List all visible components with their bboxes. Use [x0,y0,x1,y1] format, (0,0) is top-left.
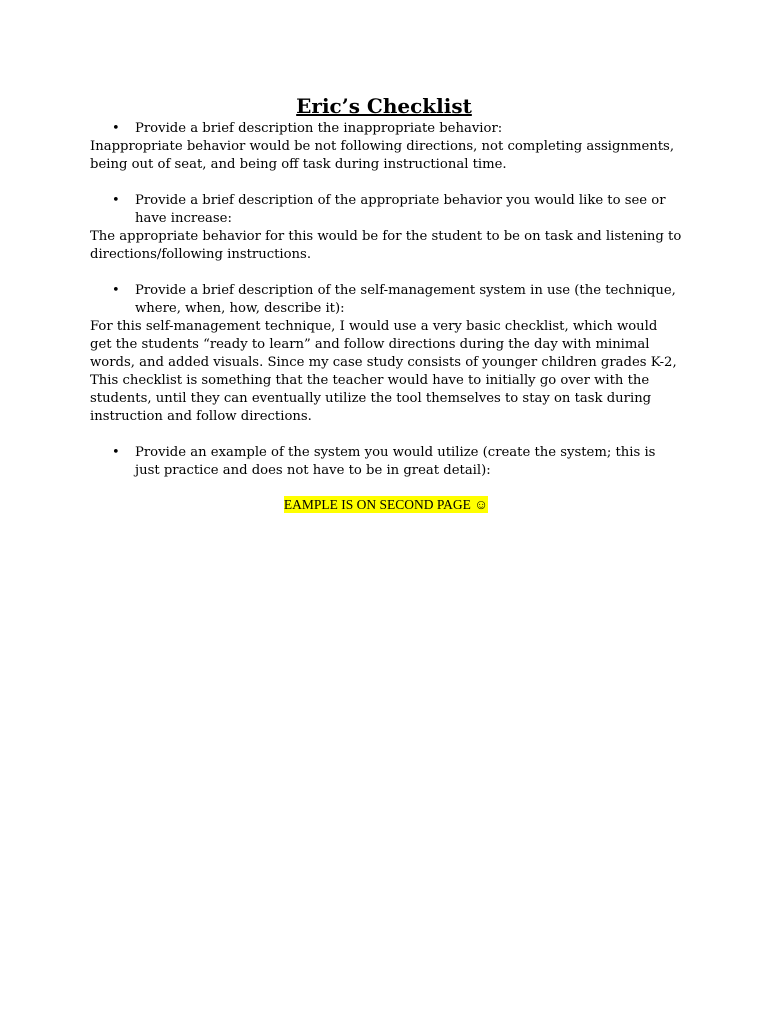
example-note-highlight: EAMPLE IS ON SECOND PAGE ☺ [283,497,489,512]
bullet-icon: • [112,193,120,208]
example-note-line [90,496,682,515]
bullet-prompt: Provide an example of the system you would utilize (create the system; this is just practice and does not have to be in great detail): [135,445,656,478]
bullet-item-system-example [90,444,682,480]
answer-paragraph: For this self-management technique, I would use a very basic checklist, which would get the students “ready to learn” and follow directions during the day with minimal words, and added visuals. Since my case study consists of younger children grades K-2, This checklist is something that the teacher would have to initially go over with the students, until they can eventually utilize the tool themselves to stay on task during instruction and follow directions. [90,319,677,424]
bullet-item-inappropriate-behavior [90,120,682,138]
bullet-prompt: Provide a brief description of the appropriate behavior you would like to see or have increase: [135,193,666,226]
bullet-prompt: Provide a brief description the inappropriate behavior: [135,121,503,136]
answer-paragraph: Inappropriate behavior would be not following directions, not completing assignments, being out of seat, and being off task during instructional time. [90,139,675,172]
bullet-item-self-management-system [90,282,682,318]
bullet-item-appropriate-behavior [90,192,682,228]
bullet-icon: • [112,445,120,460]
bullet-icon: • [112,121,120,136]
bullet-icon: • [112,283,120,298]
document-body [90,120,682,515]
bullet-prompt: Provide a brief description of the self-management system in use (the technique, where, when, how, describe it): [135,283,676,316]
page-title: Eric’s Checklist [296,94,472,118]
answer-paragraph: The appropriate behavior for this would be for the student to be on task and listening to directions/following instructions. [90,229,682,262]
